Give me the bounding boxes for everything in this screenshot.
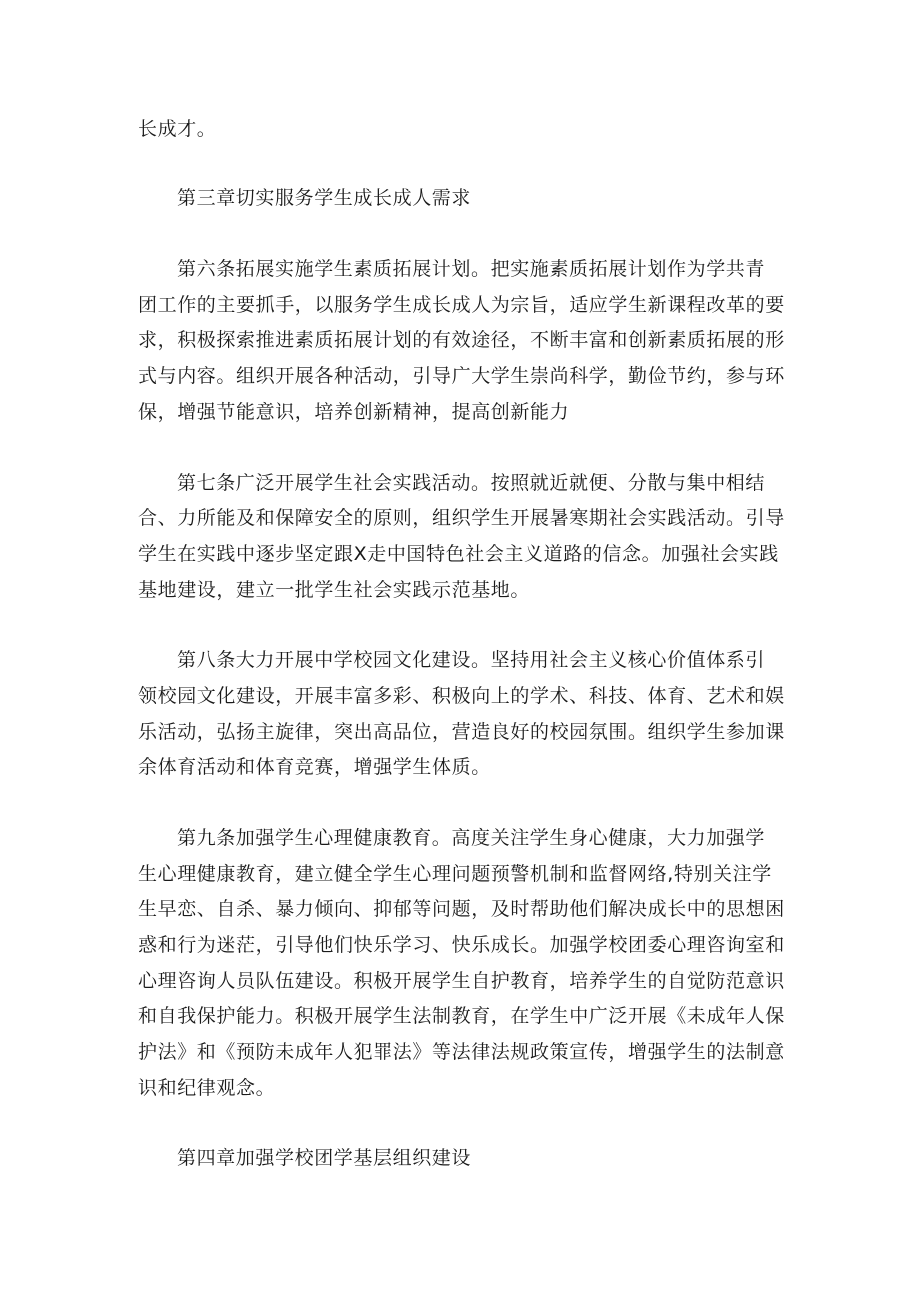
article-9-line: 生早恋、自杀、暴力倾向、抑郁等问题，及时帮助他们解决成长中的思想困 xyxy=(138,898,785,920)
article-6-line: 式与内容。组织开展各种活动，引导广大学生崇尚科学，勤俭节约，参与环 xyxy=(138,365,785,387)
article-8-line: 乐活动，弘扬主旋律，突出高品位，营造良好的校园氛围。组织学生参加课 xyxy=(138,721,785,743)
article-7-line: 基地建设，建立一批学生社会实践示范基地。 xyxy=(138,579,531,601)
article-9-line: 识和纪律观念。 xyxy=(138,1077,276,1099)
article-6-line: 保，增强节能意识，培养创新精神，提高创新能力 xyxy=(138,401,570,423)
article-9-line: 护法》和《预防未成年人犯罪法》等法律法规政策宣传，增强学生的法制意 xyxy=(138,1041,785,1063)
article-6-line: 求，积极探索推进素质拓展计划的有效途径，不断丰富和创新素质拓展的形 xyxy=(138,329,785,351)
article-9-line: 和自我保护能力。积极开展学生法制教育，在学生中广泛开展《未成年人保 xyxy=(138,1005,785,1027)
article-7-line: 学生在实践中逐步坚定跟X走中国特色社会主义道路的信念。加强社会实践 xyxy=(138,543,779,565)
article-6-line: 第六条拓展实施学生素质拓展计划。把实施素质拓展计划作为学共青 xyxy=(177,258,766,280)
article-8-line: 余体育活动和体育竞赛，增强学生体质。 xyxy=(138,756,491,778)
article-9-line: 惑和行为迷茫，引导他们快乐学习、快乐成长。加强学校团委心理咨询室和 xyxy=(138,934,785,956)
chapter-3-heading: 第三章切实服务学生成长成人需求 xyxy=(177,187,472,209)
article-9-line: 生心理健康教育，建立健全学生心理问题预警机制和监督网络,特别关注学 xyxy=(138,863,772,885)
article-9-line: 心理咨询人员队伍建设。积极开展学生自护教育，培养学生的自觉防范意识 xyxy=(138,970,785,992)
article-9-line: 第九条加强学生心理健康教育。高度关注学生身心健康，大力加强学 xyxy=(177,827,766,849)
chapter-4-heading: 第四章加强学校团学基层组织建设 xyxy=(177,1147,472,1169)
article-6-line: 团工作的主要抓手，以服务学生成长成人为宗旨，适应学生新课程改革的要 xyxy=(138,294,785,316)
article-8-line: 领校园文化建设，开展丰富多彩、积极向上的学术、科技、体育、艺术和娱 xyxy=(138,685,785,707)
article-7-line: 合、力所能及和保障安全的原则，组织学生开展暑寒期社会实践活动。引导 xyxy=(138,507,785,529)
article-8-line: 第八条大力开展中学校园文化建设。坚持用社会主义核心价值体系引 xyxy=(177,649,766,671)
article-7-line: 第七条广泛开展学生社会实践活动。按照就近就便、分散与集中相结 xyxy=(177,472,766,494)
paragraph-continuation-line: 长成才。 xyxy=(138,118,217,140)
